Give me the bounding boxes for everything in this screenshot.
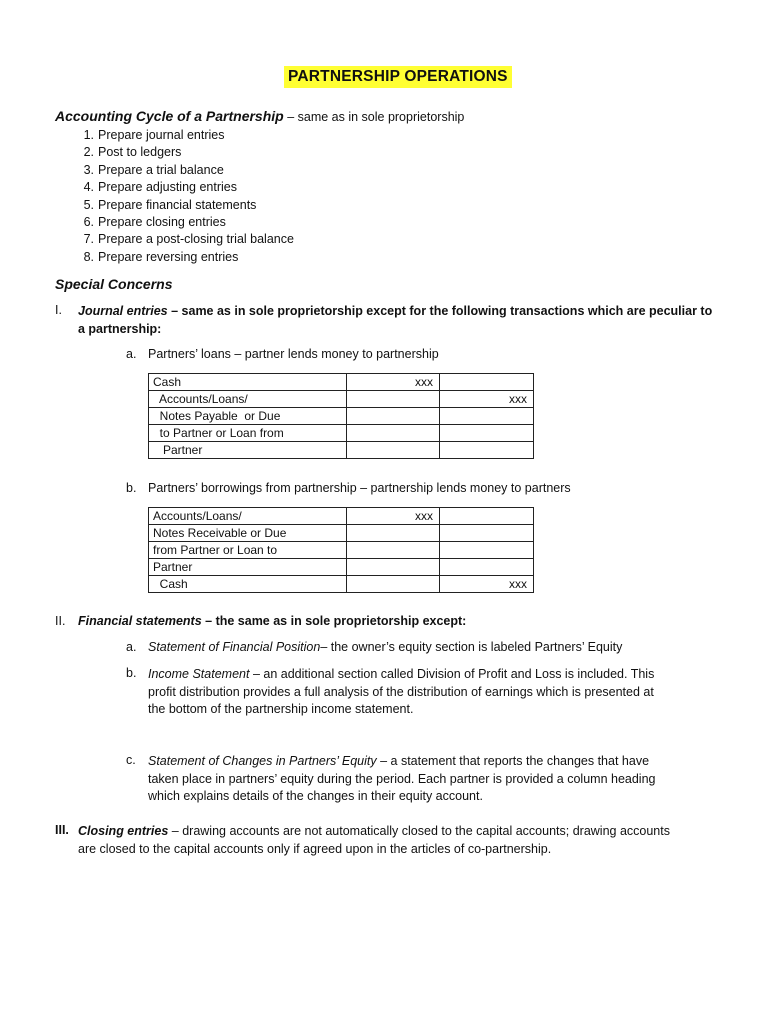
section-2-term: Financial statements	[78, 614, 202, 628]
section-2c-letter: c.	[126, 753, 136, 767]
table-row: Notes Receivable or Due	[149, 525, 534, 542]
cycle-steps-list	[72, 127, 294, 266]
section-1-text: Journal entries – same as in sole proprietorship except for the following transactions which are peculiar to a partnership:	[78, 304, 713, 336]
table-row: Accounts/Loans/ xxx	[149, 391, 534, 408]
section-1b-text: Partners’ borrowings from partnership – partnership lends money to partners	[148, 481, 571, 495]
table-row: Partner	[149, 442, 534, 459]
list-item: 2. Post to ledgers	[83, 145, 182, 160]
section-3-numeral: III.	[55, 823, 69, 837]
section-1-term: Journal entries	[78, 304, 168, 318]
section-2c-text: Statement of Changes in Partners’ Equity – a statement that reports the changes that have taken place in partners’ equity during the period. Each partner is provided a column heading which explains details of the changes in their equity account.	[148, 754, 656, 803]
list-item: 8. Prepare reversing entries	[83, 249, 239, 264]
section-1a-text: Partners’ loans – partner lends money to partnership	[148, 347, 439, 361]
list-item: 6. Prepare closing entries	[83, 215, 226, 230]
section-1-numeral: I.	[55, 303, 62, 317]
section-1b-letter: b.	[126, 481, 137, 495]
table-row: Accounts/Loans/ xxx	[149, 508, 534, 525]
section-2a-text: Statement of Financial Position– the owner’s equity section is labeled Partners’ Equity	[148, 640, 623, 654]
section-2b-text: Income Statement – an additional section called Division of Profit and Loss is included. This profit distribution provides a full analysis of the distribution of earnings which is presented at the bottom of the partnership income statement.	[148, 667, 655, 716]
journal-table-partners-borrowings	[148, 507, 534, 593]
section-3-term: Closing entries	[78, 824, 169, 838]
list-item: 7. Prepare a post-closing trial balance	[83, 232, 294, 247]
section-2b-letter: b.	[126, 666, 137, 680]
section-3-text: Closing entries – drawing accounts are not automatically closed to the capital accounts; drawing accounts are closed to the capital accounts only if agreed upon in the articles of co-partnership.	[78, 824, 670, 856]
table-row: Notes Payable or Due	[149, 408, 534, 425]
table-row: to Partner or Loan from	[149, 425, 534, 442]
table-row: Cash xxx	[149, 576, 534, 593]
section-2-numeral: II.	[55, 614, 66, 628]
section-2-text: Financial statements – the same as in sole proprietorship except:	[78, 614, 467, 628]
cycle-heading: Accounting Cycle of a Partnership	[55, 108, 284, 124]
special-concerns-heading: Special Concerns	[55, 276, 173, 292]
section-2a-letter: a.	[126, 640, 137, 654]
list-item: 3. Prepare a trial balance	[83, 162, 224, 177]
table-row: from Partner or Loan to	[149, 542, 534, 559]
table-row: Cash xxx	[149, 374, 534, 391]
cycle-heading-line	[55, 108, 464, 124]
list-item: 1. Prepare journal entries	[83, 128, 225, 142]
section-1a-letter: a.	[126, 347, 137, 361]
list-item: 4. Prepare adjusting entries	[83, 180, 237, 195]
list-item: 5. Prepare financial statements	[83, 197, 257, 212]
table-row: Partner	[149, 559, 534, 576]
journal-table-partners-loans	[148, 373, 534, 459]
page-title: PARTNERSHIP OPERATIONS	[284, 66, 512, 88]
cycle-subheading: – same as in sole proprietorship	[287, 110, 465, 124]
